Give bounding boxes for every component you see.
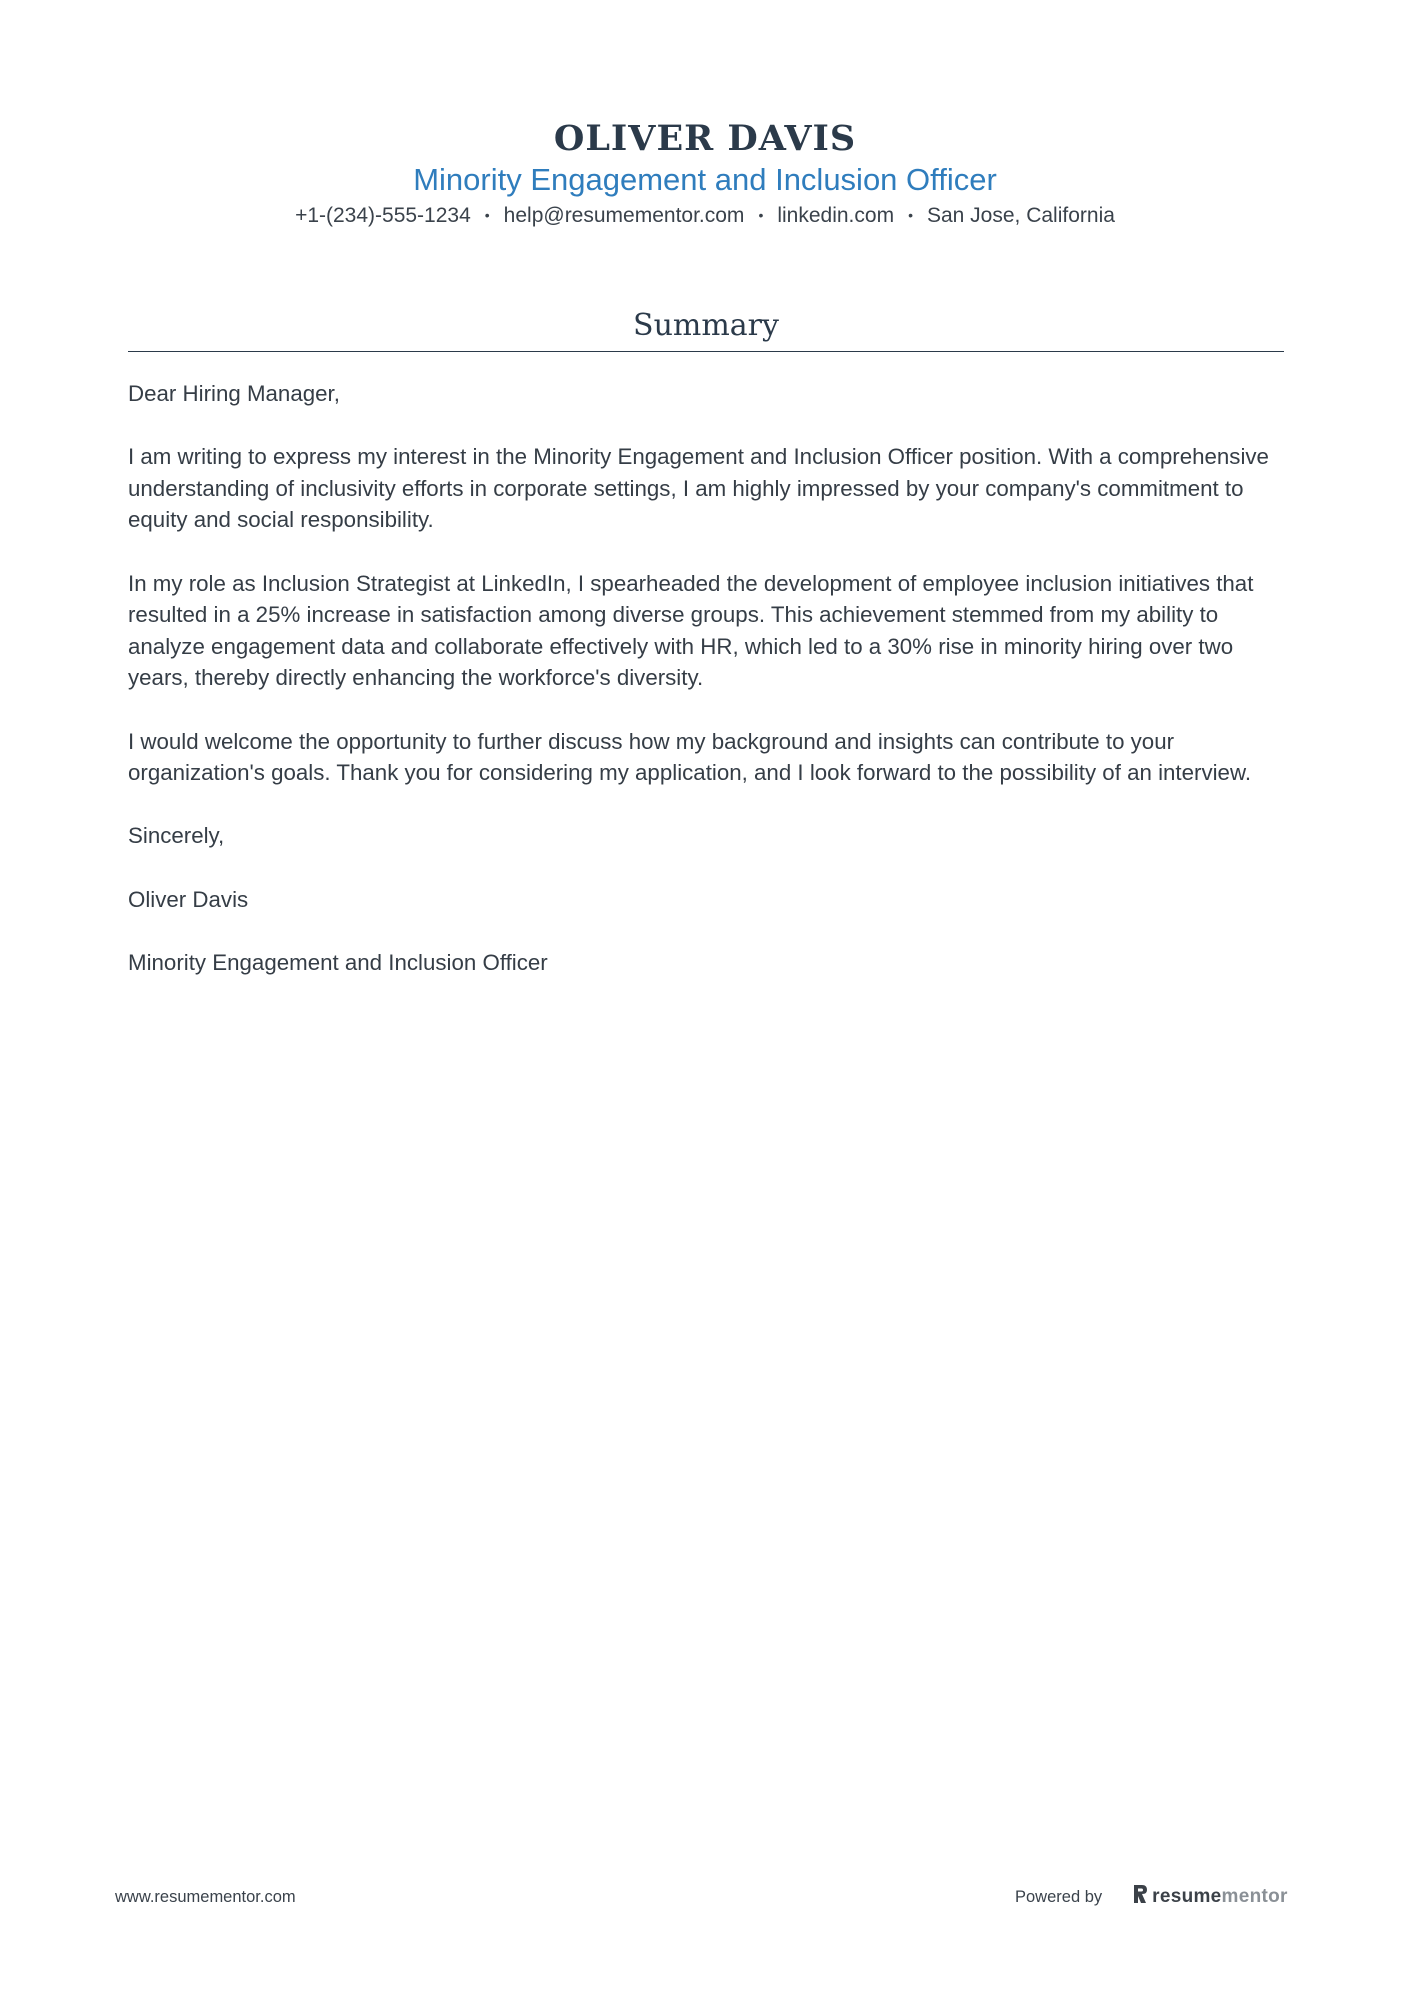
letter-paragraph: I am writing to express my interest in the Minority Engagement and Inclusion Officer position. With a comprehensive understanding of inclusivity efforts in corporate settings, I am highly impressed by your company's commitment to equity and social responsibility. <box>128 444 1269 533</box>
location: San Jose, California <box>926 204 1115 227</box>
letter-paragraph: I would welcome the opportunity to further discuss how my background and insights can contribute to your organization's goals. Thank you for considering my application, and I look forward to the possibility of an interview. <box>128 728 1252 786</box>
section-heading-summary: Summary <box>633 308 779 343</box>
job-title: Minority Engagement and Inclusion Officer <box>413 162 997 197</box>
phone: +1-(234)-555-1234 <box>295 204 471 227</box>
separator-dot: • <box>484 207 490 223</box>
closing: Sincerely, <box>128 823 225 849</box>
powered-by-label: Powered by <box>1015 1887 1103 1906</box>
brand-logo <box>1132 1884 1288 1910</box>
section-divider <box>128 351 1284 352</box>
header <box>0 118 1410 230</box>
powered-by <box>1015 1884 1288 1910</box>
resumementor-logo-icon <box>1132 1884 1148 1910</box>
signature-title: Minority Engagement and Inclusion Officer <box>128 949 548 975</box>
separator-dot: • <box>908 207 913 223</box>
linkedin: linkedin.com <box>777 204 895 227</box>
salutation: Dear Hiring Manager, <box>128 381 340 406</box>
signature-name: Oliver Davis <box>128 886 249 912</box>
letter-paragraph: In my role as Inclusion Strategist at LinkedIn, I spearheaded the development of employee inclusion initiatives that resulted in a 25% increase in satisfaction among diverse groups. This achievement stemmed from my ability to analyze engagement data and collaborate effectively with HR, which led to a 30% rise in minority hiring over two years, thereby directly enhancing the workforce's diversity. <box>128 570 1254 691</box>
email: help@resumementor.com <box>503 204 745 227</box>
separator-dot: • <box>758 207 764 223</box>
footer-url: www.resumementor.com <box>115 1888 296 1906</box>
brand-name-part1: resume <box>1152 1886 1222 1907</box>
letter-body <box>128 378 1284 1010</box>
candidate-name: OLIVER DAVIS <box>553 118 857 159</box>
contact-line <box>0 201 1410 230</box>
brand-name-part2: mentor <box>1221 1886 1288 1907</box>
